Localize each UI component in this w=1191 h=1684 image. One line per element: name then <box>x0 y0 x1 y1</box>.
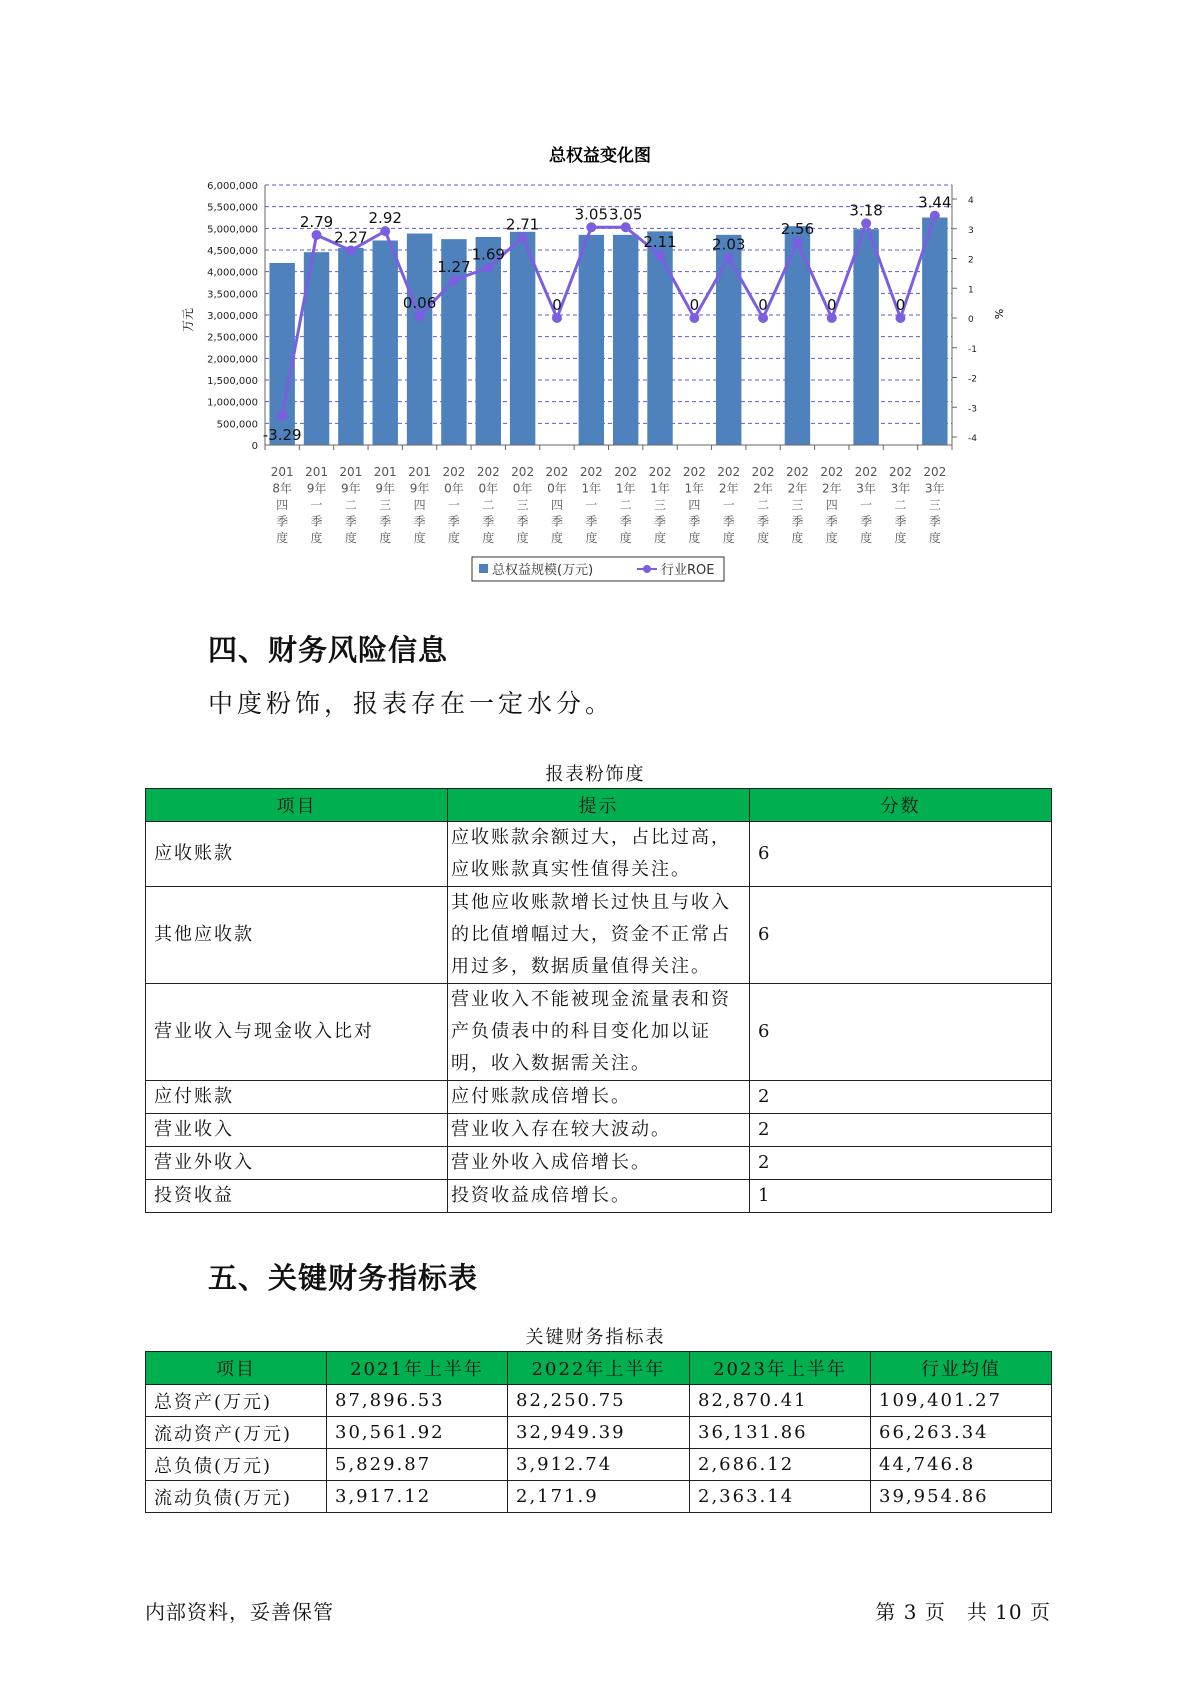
equity-chart <box>0 0 1191 600</box>
x-tick-label-line: 1年 <box>684 481 705 496</box>
y2-tick-label: 3 <box>968 225 974 236</box>
item-cell: 总资产(万元) <box>146 1385 327 1417</box>
item-cell: 应付账款 <box>146 1081 448 1114</box>
x-tick-label-line: 季 <box>447 514 460 529</box>
value-cell: 2,686.12 <box>690 1449 871 1481</box>
x-tick-label-line: 度 <box>413 531 426 545</box>
table-row <box>146 1114 1052 1147</box>
y2-axis-label: % <box>992 308 1005 320</box>
value-cell: 36,131.86 <box>690 1417 871 1449</box>
x-tick-label-line: 季 <box>276 514 289 529</box>
y-tick-label: 500,000 <box>216 419 258 431</box>
x-tick-label-line: 三 <box>516 498 529 512</box>
roe-data-label: 1.69 <box>471 245 505 264</box>
x-tick-label-line: 一 <box>585 498 598 512</box>
x-tick-label-line: 202 <box>923 465 947 479</box>
y2-tick-label: -1 <box>968 344 977 355</box>
table-row <box>146 887 1052 984</box>
x-tick-label-line: 度 <box>276 531 289 545</box>
y-axis-label: 万元 <box>181 307 195 333</box>
header-cell: 项目 <box>146 789 448 822</box>
score-cell: 6 <box>750 887 1052 984</box>
x-tick-label-line: 9年 <box>375 481 396 496</box>
roe-data-label: 0 <box>552 296 562 314</box>
x-tick-label-line: 季 <box>860 514 873 529</box>
table-row <box>146 1180 1052 1213</box>
x-tick-label-line: 202 <box>579 465 603 479</box>
x-tick-label-line: 0年 <box>478 481 499 496</box>
bar-series <box>269 218 947 446</box>
score-cell: 2 <box>750 1114 1052 1147</box>
footer-page-number: 第 3 页 共 10 页 <box>875 1600 1051 1624</box>
x-tick-label-line: 季 <box>757 514 770 529</box>
roe-data-label: 2.11 <box>643 233 677 252</box>
value-cell: 66,263.34 <box>871 1417 1052 1449</box>
bar <box>853 229 878 445</box>
y2-tick-label: -2 <box>968 374 977 385</box>
x-tick-label-line: 季 <box>825 514 838 529</box>
y2-tick-label: 4 <box>968 196 974 206</box>
item-cell: 投资收益 <box>146 1180 448 1213</box>
roe-data-label: 0 <box>689 296 700 314</box>
x-tick-label-line: 3年 <box>925 481 945 496</box>
roe-point <box>312 230 322 240</box>
roe-data-label: 3.18 <box>849 201 883 220</box>
y2-tick-label: -3 <box>968 404 977 415</box>
x-tick-label-line: 度 <box>860 531 873 545</box>
x-tick-label-line: 度 <box>550 531 563 545</box>
x-axis-ticks <box>271 465 947 545</box>
y-tick-label: 1,500,000 <box>207 376 258 387</box>
roe-data-label: 0.06 <box>402 294 437 313</box>
bar <box>373 240 398 445</box>
x-tick-label-line: 季 <box>688 514 701 529</box>
tip-cell: 应付账款成倍增长。 <box>448 1081 750 1114</box>
roe-data-label: 2.92 <box>368 209 402 228</box>
x-tick-label-line: 季 <box>482 514 495 529</box>
legend-line-marker <box>643 565 651 573</box>
value-cell: 82,870.41 <box>690 1385 871 1417</box>
x-tick-label-line: 201 <box>270 465 294 479</box>
x-tick-label-line: 202 <box>648 465 672 479</box>
roe-data-label: 2.56 <box>780 219 815 238</box>
risk-table-caption: 报表粉饰度 <box>545 764 646 785</box>
x-tick-label-line: 2年 <box>718 481 739 496</box>
x-tick-label-line: 202 <box>717 465 741 479</box>
bar <box>510 232 535 445</box>
x-tick-label <box>408 465 431 545</box>
tip-cell: 应收账款余额过大，占比过高，应收账款真实性值得关注。 <box>448 822 750 887</box>
y-tick-label: 6,000,000 <box>207 181 258 192</box>
score-cell: 2 <box>750 1081 1052 1114</box>
item-cell: 流动负债(万元) <box>146 1481 327 1513</box>
bar <box>579 235 604 445</box>
value-cell: 30,561.92 <box>327 1417 508 1449</box>
x-tick-label-line: 度 <box>757 531 770 545</box>
x-tick-label-line: 度 <box>894 531 907 545</box>
item-cell: 应收账款 <box>146 822 448 887</box>
x-tick-label-line: 201 <box>305 465 328 479</box>
x-tick-label-line: 三 <box>928 498 941 512</box>
x-tick-label-line: 202 <box>545 465 569 479</box>
x-tick-label <box>477 465 500 545</box>
roe-data-label: 2.79 <box>299 212 334 231</box>
x-tick-label-line: 202 <box>442 465 466 479</box>
risk-section-heading: 四、财务风险信息 <box>208 633 449 667</box>
score-cell: 1 <box>750 1180 1052 1213</box>
x-tick-label-line: 1年 <box>581 481 602 496</box>
x-tick-label-line: 二 <box>344 498 357 512</box>
item-cell: 总负债(万元) <box>146 1449 327 1481</box>
x-tick-label-line: 一 <box>860 498 873 512</box>
kpi-table-header <box>146 1352 1052 1385</box>
x-tick-label <box>546 465 569 545</box>
y2-tick-label: 0 <box>968 315 974 325</box>
roe-point <box>724 253 734 263</box>
x-tick-label <box>305 465 328 545</box>
chart-title: 总权益变化图 <box>549 146 651 166</box>
x-tick-label-line: 四 <box>276 498 289 512</box>
x-tick-label-line: 202 <box>854 465 878 479</box>
y2-tick-label: 2 <box>968 255 974 266</box>
x-tick-label-line: 度 <box>310 531 323 545</box>
risk-summary: 中度粉饰，报表存在一定水分。 <box>208 689 615 718</box>
roe-data-label: 0 <box>895 296 906 314</box>
x-tick-label-line: 度 <box>619 531 632 545</box>
x-tick-label <box>649 465 672 545</box>
x-tick-label <box>339 465 362 545</box>
tip-cell: 投资收益成倍增长。 <box>448 1180 750 1213</box>
header-cell: 行业均值 <box>871 1352 1052 1385</box>
x-tick-label-line: 二 <box>757 498 770 512</box>
risk-table-header <box>146 789 1052 822</box>
kpi-section-heading: 五、关键财务指标表 <box>208 1261 479 1295</box>
x-tick-label-line: 季 <box>413 514 426 529</box>
x-tick-label-line: 二 <box>894 498 907 512</box>
x-tick-label-line: 一 <box>310 498 323 512</box>
header-cell: 提示 <box>448 789 750 822</box>
table-row <box>146 1481 1052 1513</box>
x-tick-label <box>786 465 809 545</box>
roe-point <box>415 311 425 321</box>
x-tick-label-line: 3年 <box>856 481 876 496</box>
value-cell: 3,912.74 <box>508 1449 690 1481</box>
roe-point <box>930 211 940 221</box>
x-tick-label-line: 0年 <box>547 481 567 496</box>
tip-cell: 营业收入不能被现金流量表和资产负债表中的科目变化加以证明，收入数据需关注。 <box>448 984 750 1081</box>
x-tick-label-line: 0年 <box>444 481 464 496</box>
roe-data-label: -3.29 <box>262 425 302 444</box>
roe-data-label: 3.05 <box>608 205 643 224</box>
x-tick-label-line: 度 <box>791 531 804 545</box>
bar <box>613 235 638 445</box>
y-tick-label: 3,500,000 <box>207 289 258 301</box>
x-tick-label-line: 季 <box>928 514 941 529</box>
x-tick-label-line: 季 <box>344 514 357 529</box>
y-tick-label: 1,000,000 <box>207 397 258 409</box>
roe-data-label: 2.03 <box>712 235 746 254</box>
table-row <box>146 1417 1052 1449</box>
x-tick-label <box>442 465 465 545</box>
x-tick-label-line: 202 <box>614 465 638 479</box>
value-cell: 5,829.87 <box>327 1449 508 1481</box>
x-tick-label <box>580 465 603 545</box>
tip-cell: 营业外收入成倍增长。 <box>448 1147 750 1180</box>
x-tick-label-line: 度 <box>654 531 667 545</box>
value-cell: 109,401.27 <box>871 1385 1052 1417</box>
x-tick-label-line: 三 <box>379 498 392 512</box>
x-tick-label <box>717 465 740 545</box>
roe-point <box>758 313 768 323</box>
value-cell: 87,896.53 <box>327 1385 508 1417</box>
value-cell: 44,746.8 <box>871 1449 1052 1481</box>
x-tick-label-line: 季 <box>585 514 598 529</box>
roe-data-label: 0 <box>827 296 837 314</box>
legend-bar-label: 总权益规模(万元) <box>492 563 594 578</box>
y-tick-label: 3,000,000 <box>207 311 258 322</box>
x-tick-label-line: 一 <box>722 498 735 512</box>
x-tick-label-line: 四 <box>825 498 838 512</box>
table-row <box>146 1147 1052 1180</box>
roe-point <box>483 263 493 273</box>
y-tick-label: 0 <box>251 441 258 452</box>
y2-tick-label: -4 <box>968 434 977 444</box>
x-tick-label-line: 度 <box>928 531 941 545</box>
header-cell: 2021年上半年 <box>327 1352 508 1385</box>
item-cell: 流动资产(万元) <box>146 1417 327 1449</box>
x-tick-label-line: 季 <box>550 514 563 529</box>
x-tick-label-line: 一 <box>447 498 460 512</box>
x-tick-label-line: 度 <box>722 531 735 545</box>
y-tick-label: 4,000,000 <box>207 267 258 279</box>
x-tick-label-line: 202 <box>785 465 809 479</box>
x-tick-label-line: 季 <box>654 514 667 529</box>
value-cell: 32,949.39 <box>508 1417 690 1449</box>
x-tick-label-line: 2年 <box>753 481 773 496</box>
x-tick-label-line: 0年 <box>512 481 533 496</box>
x-tick-label-line: 度 <box>825 531 838 545</box>
y-axis-ticks <box>207 181 258 452</box>
y2-axis-ticks <box>968 196 977 444</box>
y-tick-label: 5,000,000 <box>207 224 258 236</box>
roe-data-label: 2.27 <box>334 228 368 247</box>
x-tick-label-line: 1年 <box>650 481 670 496</box>
table-row <box>146 1385 1052 1417</box>
bar <box>647 231 672 445</box>
x-tick-label <box>889 465 912 545</box>
x-tick-label-line: 四 <box>413 498 426 512</box>
x-tick-label-line: 四 <box>688 498 701 512</box>
item-cell: 营业收入 <box>146 1114 448 1147</box>
roe-data-label: 1.27 <box>437 258 471 277</box>
item-cell: 营业收入与现金收入比对 <box>146 984 448 1081</box>
table-row <box>146 1449 1052 1481</box>
roe-point <box>380 226 390 236</box>
x-tick-label <box>614 465 637 545</box>
value-cell: 2,363.14 <box>690 1481 871 1513</box>
roe-point <box>346 245 356 255</box>
x-tick-label-line: 季 <box>379 514 392 529</box>
x-tick-label <box>683 465 706 545</box>
x-tick-label <box>752 465 775 545</box>
x-tick-label-line: 三 <box>654 498 667 512</box>
line-series <box>263 194 952 444</box>
roe-point <box>621 222 631 232</box>
x-tick-label-line: 度 <box>585 531 598 545</box>
roe-point <box>861 218 871 228</box>
bar <box>407 234 432 445</box>
score-cell: 6 <box>750 822 1052 887</box>
legend-line-label: 行业ROE <box>661 563 715 578</box>
x-tick-label <box>511 465 534 545</box>
tip-cell: 营业收入存在较大波动。 <box>448 1114 750 1147</box>
x-tick-label-line: 202 <box>511 465 535 479</box>
roe-point <box>518 232 528 242</box>
roe-point <box>277 411 287 421</box>
table-row <box>146 1081 1052 1114</box>
bar <box>922 218 947 446</box>
x-tick-label-line: 二 <box>482 498 495 512</box>
roe-point <box>552 313 562 323</box>
x-tick-label-line: 四 <box>550 498 563 512</box>
x-tick-label-line: 季 <box>722 514 735 529</box>
table-row <box>146 822 1052 887</box>
y-tick-label: 4,500,000 <box>207 246 258 257</box>
header-cell: 分数 <box>750 789 1052 822</box>
roe-data-label: 3.44 <box>918 193 952 212</box>
tip-cell: 其他应收账款增长过快且与收入的比值增幅过大，资金不正常占用过多，数据质量值得关注。 <box>448 887 750 984</box>
x-tick-label-line: 9年 <box>341 481 361 496</box>
roe-data-label: 2.71 <box>505 215 540 234</box>
x-tick-label-line: 度 <box>516 531 529 545</box>
value-cell: 2,171.9 <box>508 1481 690 1513</box>
x-tick-label <box>820 465 843 545</box>
y-tick-label: 2,500,000 <box>207 332 258 344</box>
x-tick-label-line: 201 <box>373 465 397 479</box>
x-tick-label <box>271 465 294 545</box>
chart-legend <box>472 557 724 581</box>
roe-data-label: 0 <box>758 296 768 314</box>
roe-point <box>655 250 665 260</box>
x-tick-label-line: 二 <box>619 498 632 512</box>
x-tick-label <box>374 465 397 545</box>
roe-point <box>689 313 699 323</box>
x-tick-label-line: 度 <box>482 531 495 545</box>
score-cell: 6 <box>750 984 1052 1081</box>
x-tick-label-line: 202 <box>476 465 500 479</box>
score-cell: 2 <box>750 1147 1052 1180</box>
kpi-table-caption: 关键财务指标表 <box>525 1327 666 1348</box>
x-tick-label-line: 9年 <box>306 481 327 496</box>
x-tick-label-line: 三 <box>791 498 804 512</box>
x-tick-label-line: 202 <box>889 465 912 479</box>
y-tick-label: 5,500,000 <box>207 202 258 214</box>
x-tick-label-line: 度 <box>344 531 357 545</box>
x-tick-label-line: 季 <box>310 514 323 529</box>
x-tick-label-line: 季 <box>791 514 804 529</box>
x-tick-label-line: 季 <box>619 514 632 529</box>
roe-point <box>895 313 905 323</box>
value-cell: 39,954.86 <box>871 1481 1052 1513</box>
header-cell: 2022年上半年 <box>508 1352 690 1385</box>
bar <box>716 235 741 445</box>
x-tick-label-line: 3年 <box>890 481 911 496</box>
roe-point <box>827 313 837 323</box>
header-cell: 2023年上半年 <box>690 1352 871 1385</box>
header-cell: 项目 <box>146 1352 327 1385</box>
x-tick-label <box>923 465 946 545</box>
x-tick-label-line: 8年 <box>272 481 292 496</box>
x-tick-label-line: 季 <box>894 514 907 529</box>
risk-table <box>145 788 1052 1213</box>
x-tick-label <box>855 465 878 545</box>
legend-bar-swatch <box>479 564 488 573</box>
x-tick-label-line: 201 <box>408 465 432 479</box>
x-tick-label-line: 202 <box>751 465 775 479</box>
roe-data-label: 3.05 <box>574 205 609 224</box>
roe-point <box>792 237 802 247</box>
kpi-table <box>145 1351 1052 1513</box>
item-cell: 营业外收入 <box>146 1147 448 1180</box>
value-cell: 82,250.75 <box>508 1385 690 1417</box>
table-row <box>146 984 1052 1081</box>
x-tick-label-line: 9年 <box>409 481 430 496</box>
x-tick-label-line: 202 <box>820 465 844 479</box>
x-tick-label-line: 2年 <box>787 481 808 496</box>
y-tick-label: 2,000,000 <box>207 354 258 366</box>
x-tick-label-line: 201 <box>339 465 363 479</box>
x-tick-label-line: 度 <box>379 531 392 545</box>
x-tick-label-line: 2年 <box>821 481 842 496</box>
roe-point <box>449 275 459 285</box>
roe-point <box>586 222 596 232</box>
x-tick-label-line: 1年 <box>615 481 636 496</box>
bar <box>338 248 363 445</box>
y2-tick-label: 1 <box>968 285 974 296</box>
x-tick-label-line: 季 <box>516 514 529 529</box>
x-tick-label-line: 度 <box>447 531 460 545</box>
value-cell: 3,917.12 <box>327 1481 508 1513</box>
x-tick-label-line: 202 <box>682 465 706 479</box>
x-tick-label-line: 度 <box>688 531 701 545</box>
item-cell: 其他应收款 <box>146 887 448 984</box>
footer-left: 内部资料，妥善保管 <box>145 1600 334 1624</box>
